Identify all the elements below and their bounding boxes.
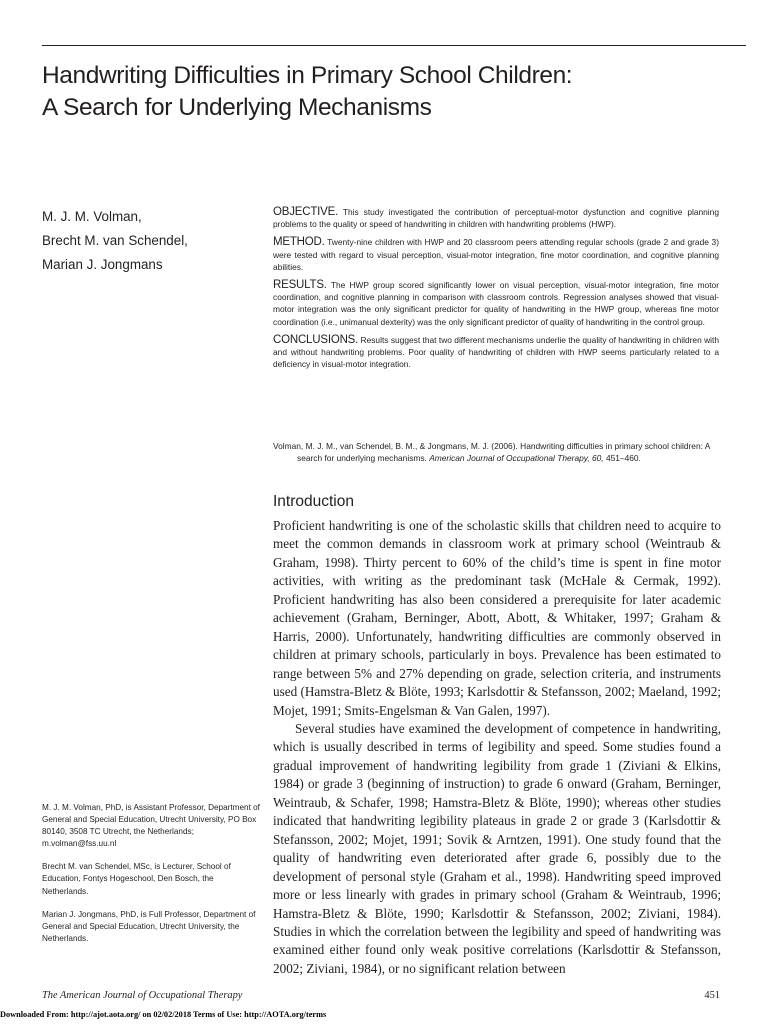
abstract-conclusions — [273, 334, 719, 371]
top-rule — [42, 45, 746, 46]
body-text — [273, 517, 721, 978]
objective-label: OBJECTIVE. — [273, 206, 339, 218]
abstract-results — [273, 279, 719, 328]
results-label: RESULTS. — [273, 279, 327, 292]
affiliation-1: M. J. M. Volman, PhD, is Assistant Professor, Department of General and Special Education, Utrecht University, PO Box 80140, 3508 TC Utrecht, the Netherlands; m.volman@fss.uu.nl — [42, 803, 260, 849]
download-notice: Downloaded From: http://ajot.aota.org/ on 02/02/2018 Terms of Use: http://AOTA.org/terms — [0, 1010, 327, 1019]
author-affiliations — [42, 802, 260, 956]
method-label: METHOD. — [273, 236, 325, 249]
title-line-2: A Search for Underlying Mechanisms — [42, 94, 432, 121]
page-number: 451 — [704, 990, 720, 1001]
objective-text: This study investigated the contribution of perceptual-motor dysfunction and cognitive planning problems to the quality or speed of handwriting in children with handwriting problems (HWP). — [273, 207, 719, 230]
affiliation-2: Brecht M. van Schendel, MSc, is Lecturer, School of Education, Fontys Hogeschool, Den Bosch, the Netherlands. — [42, 862, 231, 896]
footer-journal-name: The American Journal of Occupational Therapy — [42, 990, 243, 1001]
conclusions-label: CONCLUSIONS. — [273, 333, 359, 346]
affiliation-3: Marian J. Jongmans, PhD, is Full Professor, Department of General and Special Education, Utrecht University, the Netherlands. — [42, 909, 256, 943]
author-list — [42, 205, 262, 277]
title-line-1: Handwriting Difficulties in Primary School Children: — [42, 62, 573, 89]
author-1: M. J. M. Volman, — [42, 209, 142, 224]
section-heading-introduction: Introduction — [273, 493, 354, 510]
results-text: The HWP group scored significantly lower on visual perception, visual-motor integration, fine motor coordination, and cognitive planning in comparison with classroom controls. Regression analyses showed that visual-motor integration was the only significant predictor for quality of handwriting in the HWP group, whereas fine motor coordination (i.e., unimanual dexterity) was the only significant predictor of quality of handwriting in the control group. — [273, 280, 719, 327]
abstract — [273, 206, 719, 376]
body-paragraph-2: Several studies have examined the development of competence in handwriting, which is usually described in terms of legibility and speed. Some studies found a gradual improvement of handwriting legibility from grade 1 (Ziviani & Elkins, 1984) or grade 3 (beginning of instruction) to grade 6 onward (Graham, Berninger, Weintraub, & Schafer, 1998; Hamstra-Bletz & Blöte, 1990); whereas other studies indicated that handwriting legibility plateaus in grade 2 or grade 3 (Karlsdottir & Stefansson, 2002; Mojet, 1991; Sovik & Arntzen, 1991). One study found that the quality of handwriting even deteriorated after grade 6, possibly due to the development of personal style (Graham et al., 1998). Handwriting speed improved more or less linearly with grades in primary school (Graham & Weintraub, 1996; Hamstra-Bletz & Blöte, 1990; Karlsdottir & Stefansson, 2002; Ziviani, 1984). Studies in which the correlation between the legibility and speed of handwriting was examined either found only weak positive correlations (Karlsdottir & Stefansson, 2002; Ziviani, 1984), or no significant relation between — [273, 720, 721, 976]
conclusions-text: Results suggest that two different mechanisms underlie the quality of handwriting in children with and without handwriting problems. Poor quality of handwriting of children with HWP seems particularly related to a deficiency in visual-motor integration. — [273, 334, 719, 370]
citation — [273, 440, 721, 464]
abstract-method — [273, 236, 719, 273]
author-3: Marian J. Jongmans — [42, 257, 163, 272]
citation-journal: American Journal of Occupational Therapy, 60, — [429, 453, 604, 463]
citation-text: Volman, M. J. M., van Schendel, B. M., & Jongmans, M. J. (2006). Handwriting difficulties in primary school children: A search for underlying mechanisms. — [273, 441, 710, 463]
body-paragraph-1: Proficient handwriting is one of the scholastic skills that children need to acquire to meet the common demands in classroom work at primary school (Weintraub & Graham, 1998). Thirty percent to 60% of the child’s time is spent in fine motor activities, with writing as the predominant task (McHale & Cermak, 1992). Proficient handwriting has also been considered a prerequisite for later academic achievement (Graham, Berninger, Abott, Abott, & Whitaker, 1997; Graham & Harris, 2000). Unfortunately, handwriting difficulties are commonly observed in children at primary schools, particularly in boys. Prevalence has been estimated to range between 5% and 27% depending on grade, selection criteria, and instruments used (Hamstra-Bletz & Blöte, 1993; Karlsdottir & Stefansson, 2002; Maeland, 1992; Mojet, 1991; Smits-Engelsman & Van Galen, 1997). — [273, 518, 721, 718]
author-2: Brecht M. van Schendel, — [42, 233, 188, 248]
article-title — [42, 60, 742, 124]
citation-pages: 451–460. — [605, 453, 641, 463]
method-text: Twenty-nine children with HWP and 20 classroom peers attending regular schools (grade 2 and grade 3) were tested with regard to visual perception, visual-motor integration, fine motor coordination, and cognitive planning abilities. — [273, 237, 719, 272]
abstract-objective — [273, 206, 719, 230]
